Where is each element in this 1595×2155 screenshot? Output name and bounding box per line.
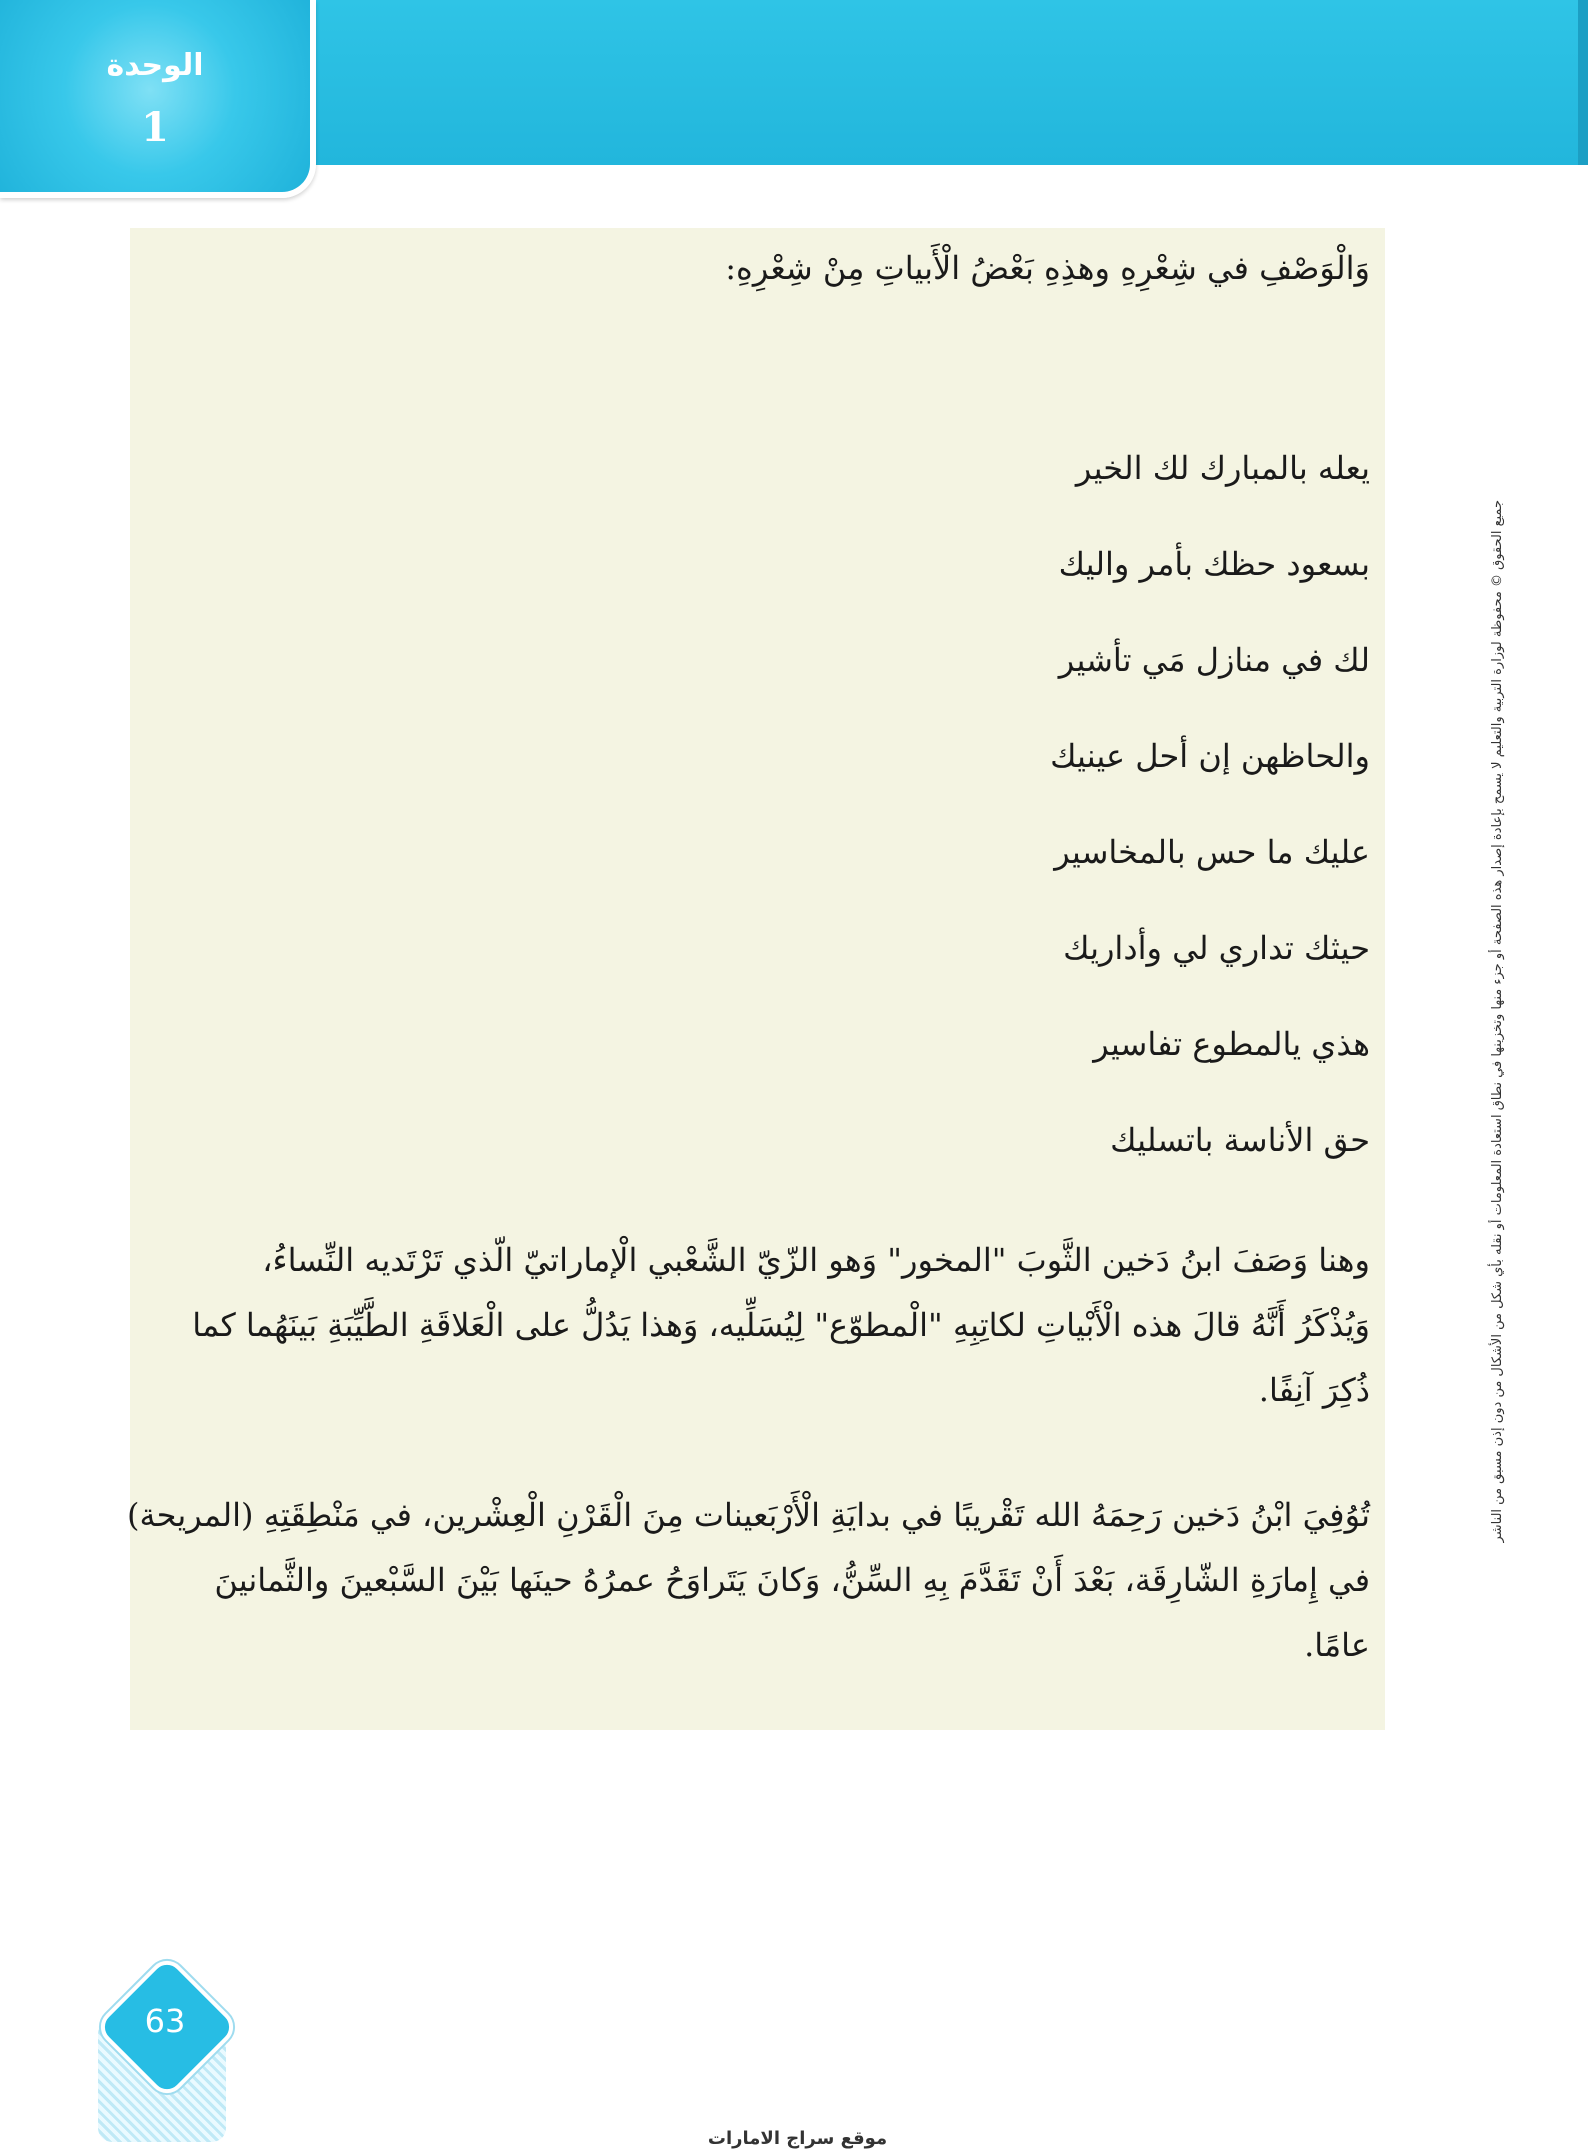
- header-bar: [300, 0, 1578, 165]
- verse-line: يعله بالمبارك لك الخير: [1075, 449, 1370, 487]
- paragraph-1-line: وَيُذْكَرُ أَنَّهُ قالَ هذه الْأَبْياتِ لكاتِبِهِ "الْمطوّع" لِيُسَلِّيه، وَهذا يَدُلُّ على الْعَلاقَةِ الطَّيِّبَةِ بَينَهُما كما: [192, 1306, 1370, 1344]
- verse-line: بسعود حظك بأمر واليك: [1058, 545, 1370, 583]
- intro-line: وَالْوَصْفِ في شِعْرِهِ وهذِهِ بَعْضُ الْأَبياتِ مِنْ شِعْرِهِ:: [725, 249, 1370, 287]
- footer-site-name: موقع سراج الامارات: [707, 2128, 888, 2149]
- header-edge: [1578, 0, 1588, 165]
- paragraph-1-line: ذُكِرَ آنِفًا.: [1258, 1371, 1370, 1409]
- paragraph-2-line: في إِمارَةِ الشّارِقَة، بَعْدَ أَنْ تَقَدَّمَ بِهِ السِّنُّ، وَكانَ يَتَراوَحُ عمرُهُ حينَها بَيْنَ السَّبْعينَ والثَّمانينَ: [214, 1561, 1370, 1599]
- unit-label: الوحدة: [106, 48, 204, 83]
- verse-line: حيثك تداري لي وأداريك: [1063, 929, 1370, 967]
- paragraph-1-line: وهنا وَصَفَ ابنُ دَخين الثَّوبَ "المخور" وَهو الزّيّ الشَّعْبي الْإماراتيّ الّذي تَرْتَديه النِّساءُ،: [262, 1241, 1370, 1279]
- paragraph-2-line: عامًا.: [1304, 1626, 1370, 1664]
- paragraph-2-line: تُوُفِيَ ابْنُ دَخين رَحِمَهُ الله تَقْريبًا في بدايَةِ الْأَرْبَعينات مِنَ الْقَرْنِ الْعِشْرين، في مَنْطِقَتِهِ (المريحة): [127, 1496, 1370, 1534]
- page-number: 63: [144, 2002, 186, 2040]
- copyright-note: جميع الحقوق © محفوظة لوزارة التربية والتعليم لا يسمح بإعادة إصدار هذه الصفحة أو جزء منها وتخزينها في نطاق استعادة المعلومات أو نقله بأي شكل من الأشكال من دون إذن مسبق من الناشر: [1490, 500, 1505, 1543]
- verse-line: عليك ما حس بالمخاسير: [1054, 833, 1370, 871]
- verse-line: هذي يالمطوع تفاسير: [1093, 1025, 1370, 1063]
- unit-number: 1: [141, 104, 169, 151]
- verse-line: والحاظهن إن أحل عينيك: [1050, 737, 1370, 775]
- verse-line: لك في منازل مَي تأشير: [1058, 641, 1370, 679]
- unit-tab: [0, 0, 316, 198]
- verse-line: حق الأناسة باتسليك: [1110, 1121, 1370, 1159]
